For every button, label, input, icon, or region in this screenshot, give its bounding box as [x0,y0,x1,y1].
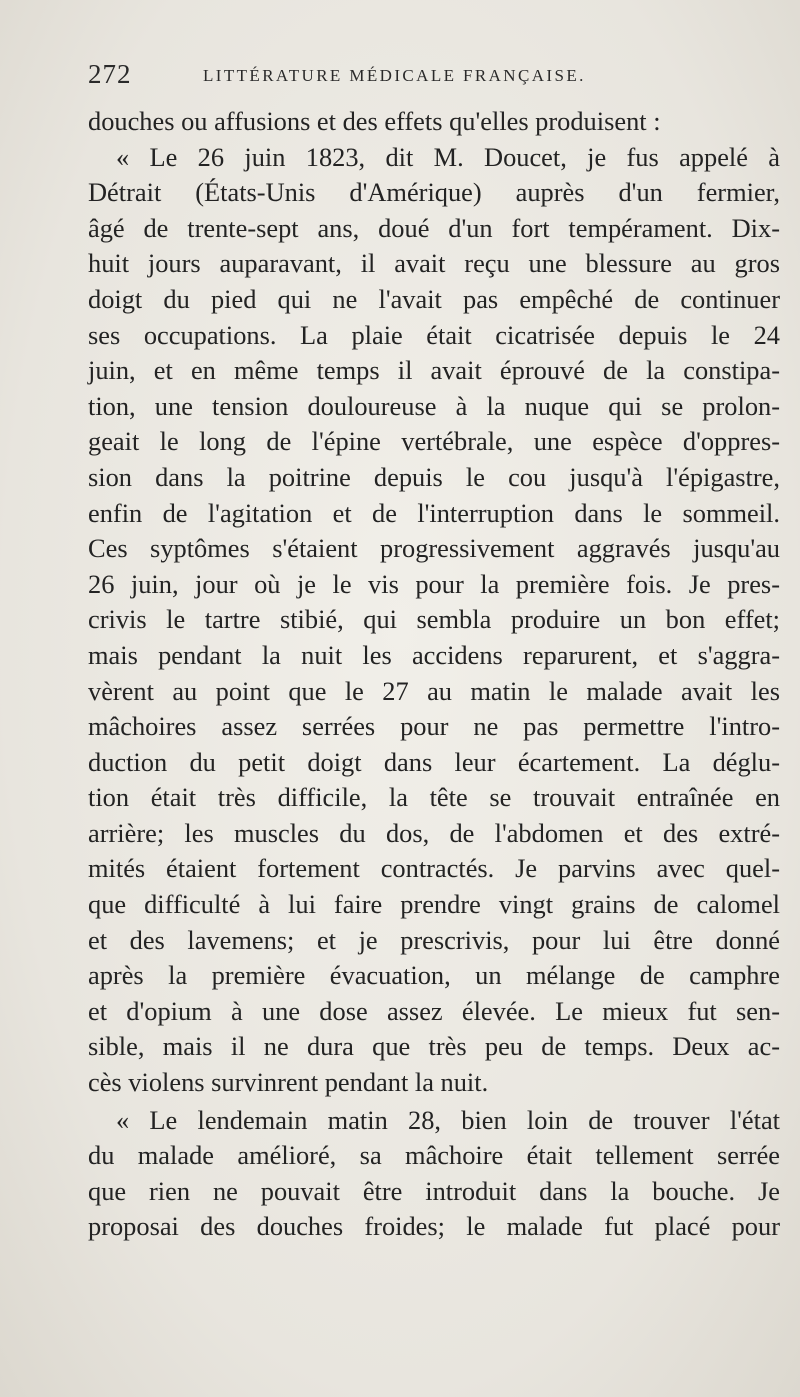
text-line: juin, et en même temps il avait éprouvé de la constipa- [88,355,780,386]
text-line: cès violens survinrent pendant la nuit. [88,1067,489,1098]
text-line: douches ou affusions et des effets qu'elles produisent : [88,106,661,136]
text-line: tion était très difficile, la tête se trouvait entraînée en [88,782,780,813]
text-line: mités étaient fortement contractés. Je parvins avec quel- [88,853,780,884]
text-line: huit jours auparavant, il avait reçu une blessure au gros [88,248,780,279]
text-line: sible, mais il ne dura que très peu de temps. Deux ac- [88,1031,780,1062]
text-line: tion, une tension douloureuse à la nuque qui se prolon- [88,390,780,421]
text-line: que rien ne pouvait être introduit dans la bouche. Je [88,1175,780,1206]
text-line: que difficulté à lui faire prendre vingt grains de calomel [88,889,780,920]
running-title: LITTÉRATURE MÉDICALE FRANÇAISE. [203,66,586,85]
page-number: 272 [88,59,132,89]
text-line: Ces syptômes s'étaient progressivement aggravés jusqu'au [88,533,780,564]
body-text [88,104,780,1245]
text-line: Détrait (États-Unis d'Amérique) auprès d'un fermier, [88,177,780,208]
text-line: proposai des douches froides; le malade fut placé pour [88,1211,780,1242]
text-line: du malade amélioré, sa mâchoire était tellement serrée [88,1140,780,1171]
text-line: 26 juin, jour où je le vis pour la première fois. Je pres- [88,568,780,599]
text-line: geait le long de l'épine vertébrale, une espèce d'oppres- [88,426,780,457]
text-line: duction du petit doigt dans leur écartement. La déglu- [88,746,780,777]
text-line: « Le lendemain matin 28, bien loin de trouver l'état [116,1104,780,1135]
text-line: « Le 26 juin 1823, dit M. Doucet, je fus appelé à [116,141,780,172]
text-line: et d'opium à une dose assez élevée. Le mieux fut sen- [88,995,780,1026]
text-line: crivis le tartre stibié, qui sembla produire un bon effet; [88,604,780,635]
text-line: arrière; les muscles du dos, de l'abdomen et des extré- [88,817,780,848]
text-line: mâchoires assez serrées pour ne pas permettre l'intro- [88,711,780,742]
page-header [88,58,778,90]
text-line: enfin de l'agitation et de l'interruption dans le sommeil. [88,497,780,528]
paragraph [88,1103,780,1245]
text-line: ses occupations. La plaie était cicatrisée depuis le 24 [88,319,780,350]
paragraph [88,104,780,140]
text-line: et des lavemens; et je prescrivis, pour lui être donné [88,924,780,955]
text-line: âgé de trente-sept ans, doué d'un fort tempérament. Dix- [88,212,780,243]
text-line: vèrent au point que le 27 au matin le malade avait les [88,675,780,706]
text-line: mais pendant la nuit les accidens reparurent, et s'aggra- [88,639,780,670]
text-line: doigt du pied qui ne l'avait pas empêché de continuer [88,283,780,314]
text-line: sion dans la poitrine depuis le cou jusqu'à l'épigastre, [88,461,780,492]
text-line: après la première évacuation, un mélange de camphre [88,960,780,991]
paragraph [88,140,780,1101]
